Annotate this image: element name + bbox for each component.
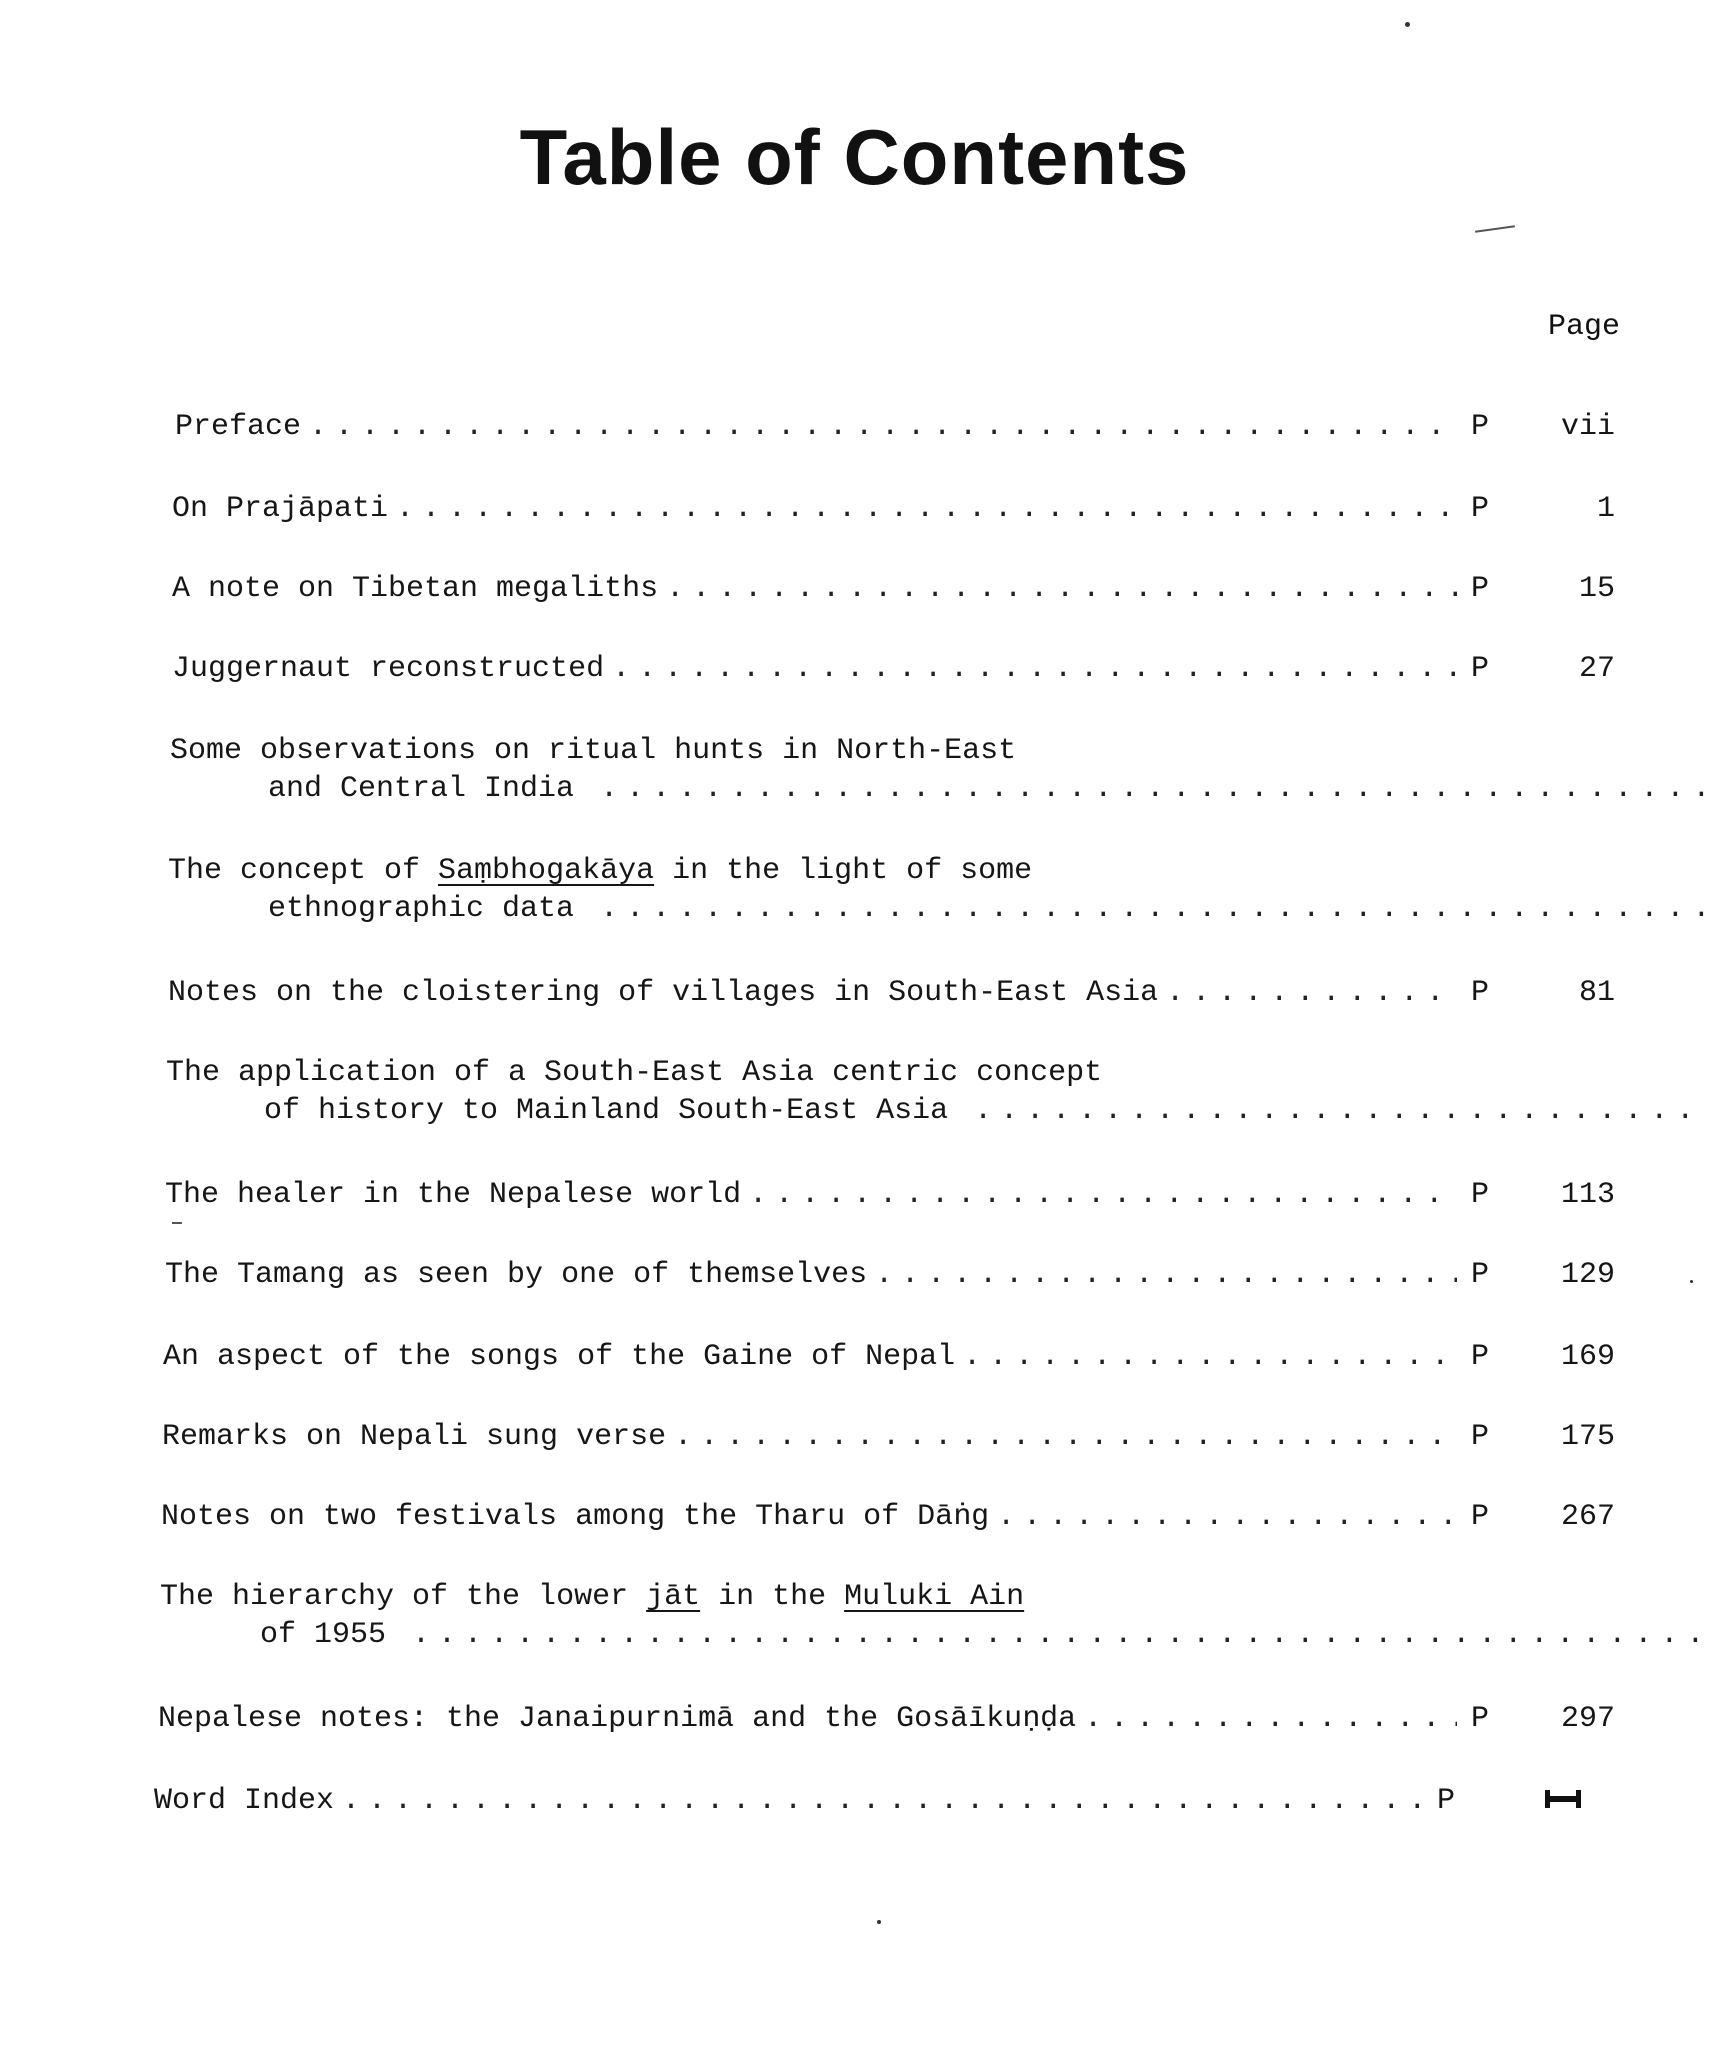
toc-entry-janaipurnima — [158, 1700, 1615, 1738]
page-number: 15 — [1578, 572, 1615, 606]
entry-title-underlined: Saṃbhogakāya — [438, 854, 655, 888]
page-number: 1 — [1596, 492, 1615, 526]
entry-title: Notes on two festivals among the Tharu of Dāṅg — [161, 1500, 990, 1534]
leader-dots — [749, 1176, 1457, 1214]
toc-entry-preface — [175, 408, 1615, 446]
toc-entry-tharu-festivals — [161, 1498, 1615, 1536]
page-prefix: P — [1470, 1500, 1489, 1534]
entry-title-underlined: jāt — [646, 1580, 701, 1614]
leader-dots — [342, 1782, 1423, 1820]
entry-title-continued: and Central India — [268, 772, 575, 806]
page-prefix: P — [1470, 1258, 1489, 1292]
entry-title-part: in the light of some — [654, 854, 1033, 888]
entry-title: The application of a South-East Asia centric concept — [166, 1056, 1103, 1090]
entry-title — [160, 1578, 1615, 1616]
toc-entry-sambhogakaya — [168, 852, 1615, 928]
leader-dots — [974, 1094, 1709, 1128]
toc-entry-tamang — [165, 1256, 1615, 1294]
toc-entry-nepali-verse — [162, 1418, 1615, 1456]
scan-speck — [1690, 1280, 1693, 1283]
leader-dots — [666, 570, 1457, 608]
scan-speck — [1405, 22, 1410, 27]
leader-dots — [412, 1618, 1709, 1652]
entry-title-part: in the — [700, 1580, 845, 1614]
toc-entry-word-index — [154, 1782, 1615, 1820]
entry-title: On Prajāpati — [172, 492, 389, 526]
page-number: 175 — [1560, 1420, 1615, 1454]
page-number: 267 — [1560, 1500, 1615, 1534]
page-column-header: Page — [1548, 310, 1621, 344]
page-prefix: P — [1470, 1420, 1489, 1454]
leader-dots — [875, 1256, 1457, 1294]
entry-title: Word Index — [154, 1784, 335, 1818]
scan-mark — [172, 1222, 182, 1224]
toc-entry-cloistering — [168, 974, 1615, 1012]
page-prefix: P — [1470, 410, 1489, 444]
page-number-mark — [1461, 1782, 1615, 1820]
entry-title-part: The hierarchy of the lower — [160, 1580, 647, 1614]
leader-dots — [1084, 1700, 1457, 1738]
entry-title-part: The concept of — [168, 854, 439, 888]
entry-title-continued: of 1955 — [260, 1618, 387, 1652]
page-title: Table of Contents — [519, 113, 1190, 201]
toc-entry-gaine-songs — [163, 1338, 1615, 1376]
page-number: 169 — [1560, 1340, 1615, 1374]
scan-speck — [877, 1920, 881, 1924]
leader-dots — [396, 490, 1457, 528]
page-prefix: P — [1470, 1340, 1489, 1374]
entry-title: Nepalese notes: the Janaipurnimā and the Gosāīkuṇḍa — [158, 1702, 1077, 1736]
page-number: 27 — [1578, 652, 1615, 686]
page-prefix: P — [1470, 1702, 1489, 1736]
page-number: 129 — [1560, 1258, 1615, 1292]
leader-dots — [674, 1418, 1457, 1456]
entry-title: Remarks on Nepali sung verse — [162, 1420, 667, 1454]
page-number: 113 — [1560, 1178, 1615, 1212]
leader-dots — [600, 772, 1709, 806]
entry-title: Juggernaut reconstructed — [172, 652, 605, 686]
entry-title-underlined: Muluki Ain — [844, 1580, 1025, 1614]
leader-dots — [963, 1338, 1457, 1376]
leader-dots — [997, 1498, 1457, 1536]
leader-dots — [1166, 974, 1457, 1012]
page-number: 297 — [1560, 1702, 1615, 1736]
entry-title — [168, 852, 1615, 890]
toc-entry-lower-jat — [160, 1578, 1615, 1654]
entry-title-continued: of history to Mainland South-East Asia — [264, 1094, 949, 1128]
page-mark-icon — [1545, 1796, 1581, 1802]
page-prefix: P — [1470, 572, 1489, 606]
entry-title: Preface — [175, 410, 302, 444]
page-prefix: P — [1470, 652, 1489, 686]
toc-entry-healer — [165, 1176, 1615, 1214]
entry-title: An aspect of the songs of the Gaine of Nepal — [163, 1340, 956, 1374]
leader-dots — [600, 892, 1709, 926]
entry-title: The Tamang as seen by one of themselves — [165, 1258, 868, 1292]
entry-title: A note on Tibetan megaliths — [172, 572, 659, 606]
page-prefix: P — [1436, 1784, 1455, 1818]
toc-entry-prajapati — [172, 490, 1615, 528]
page-number: 81 — [1578, 976, 1615, 1010]
page-number: vii — [1560, 410, 1615, 444]
leader-dots — [309, 408, 1457, 446]
toc-entry-juggernaut — [172, 650, 1615, 688]
toc-entry-tibetan-megaliths — [172, 570, 1615, 608]
entry-title: Notes on the cloistering of villages in South-East Asia — [168, 976, 1159, 1010]
page-prefix: P — [1470, 976, 1489, 1010]
toc-entry-ritual-hunts — [170, 732, 1615, 808]
page-prefix: P — [1470, 492, 1489, 526]
toc-entry-south-east-asia-centric — [166, 1054, 1615, 1130]
entry-title: The healer in the Nepalese world — [165, 1178, 742, 1212]
entry-title-continued: ethnographic data — [268, 892, 575, 926]
entry-title: Some observations on ritual hunts in North-East — [170, 734, 1017, 768]
leader-dots — [612, 650, 1457, 688]
page-prefix: P — [1470, 1178, 1489, 1212]
